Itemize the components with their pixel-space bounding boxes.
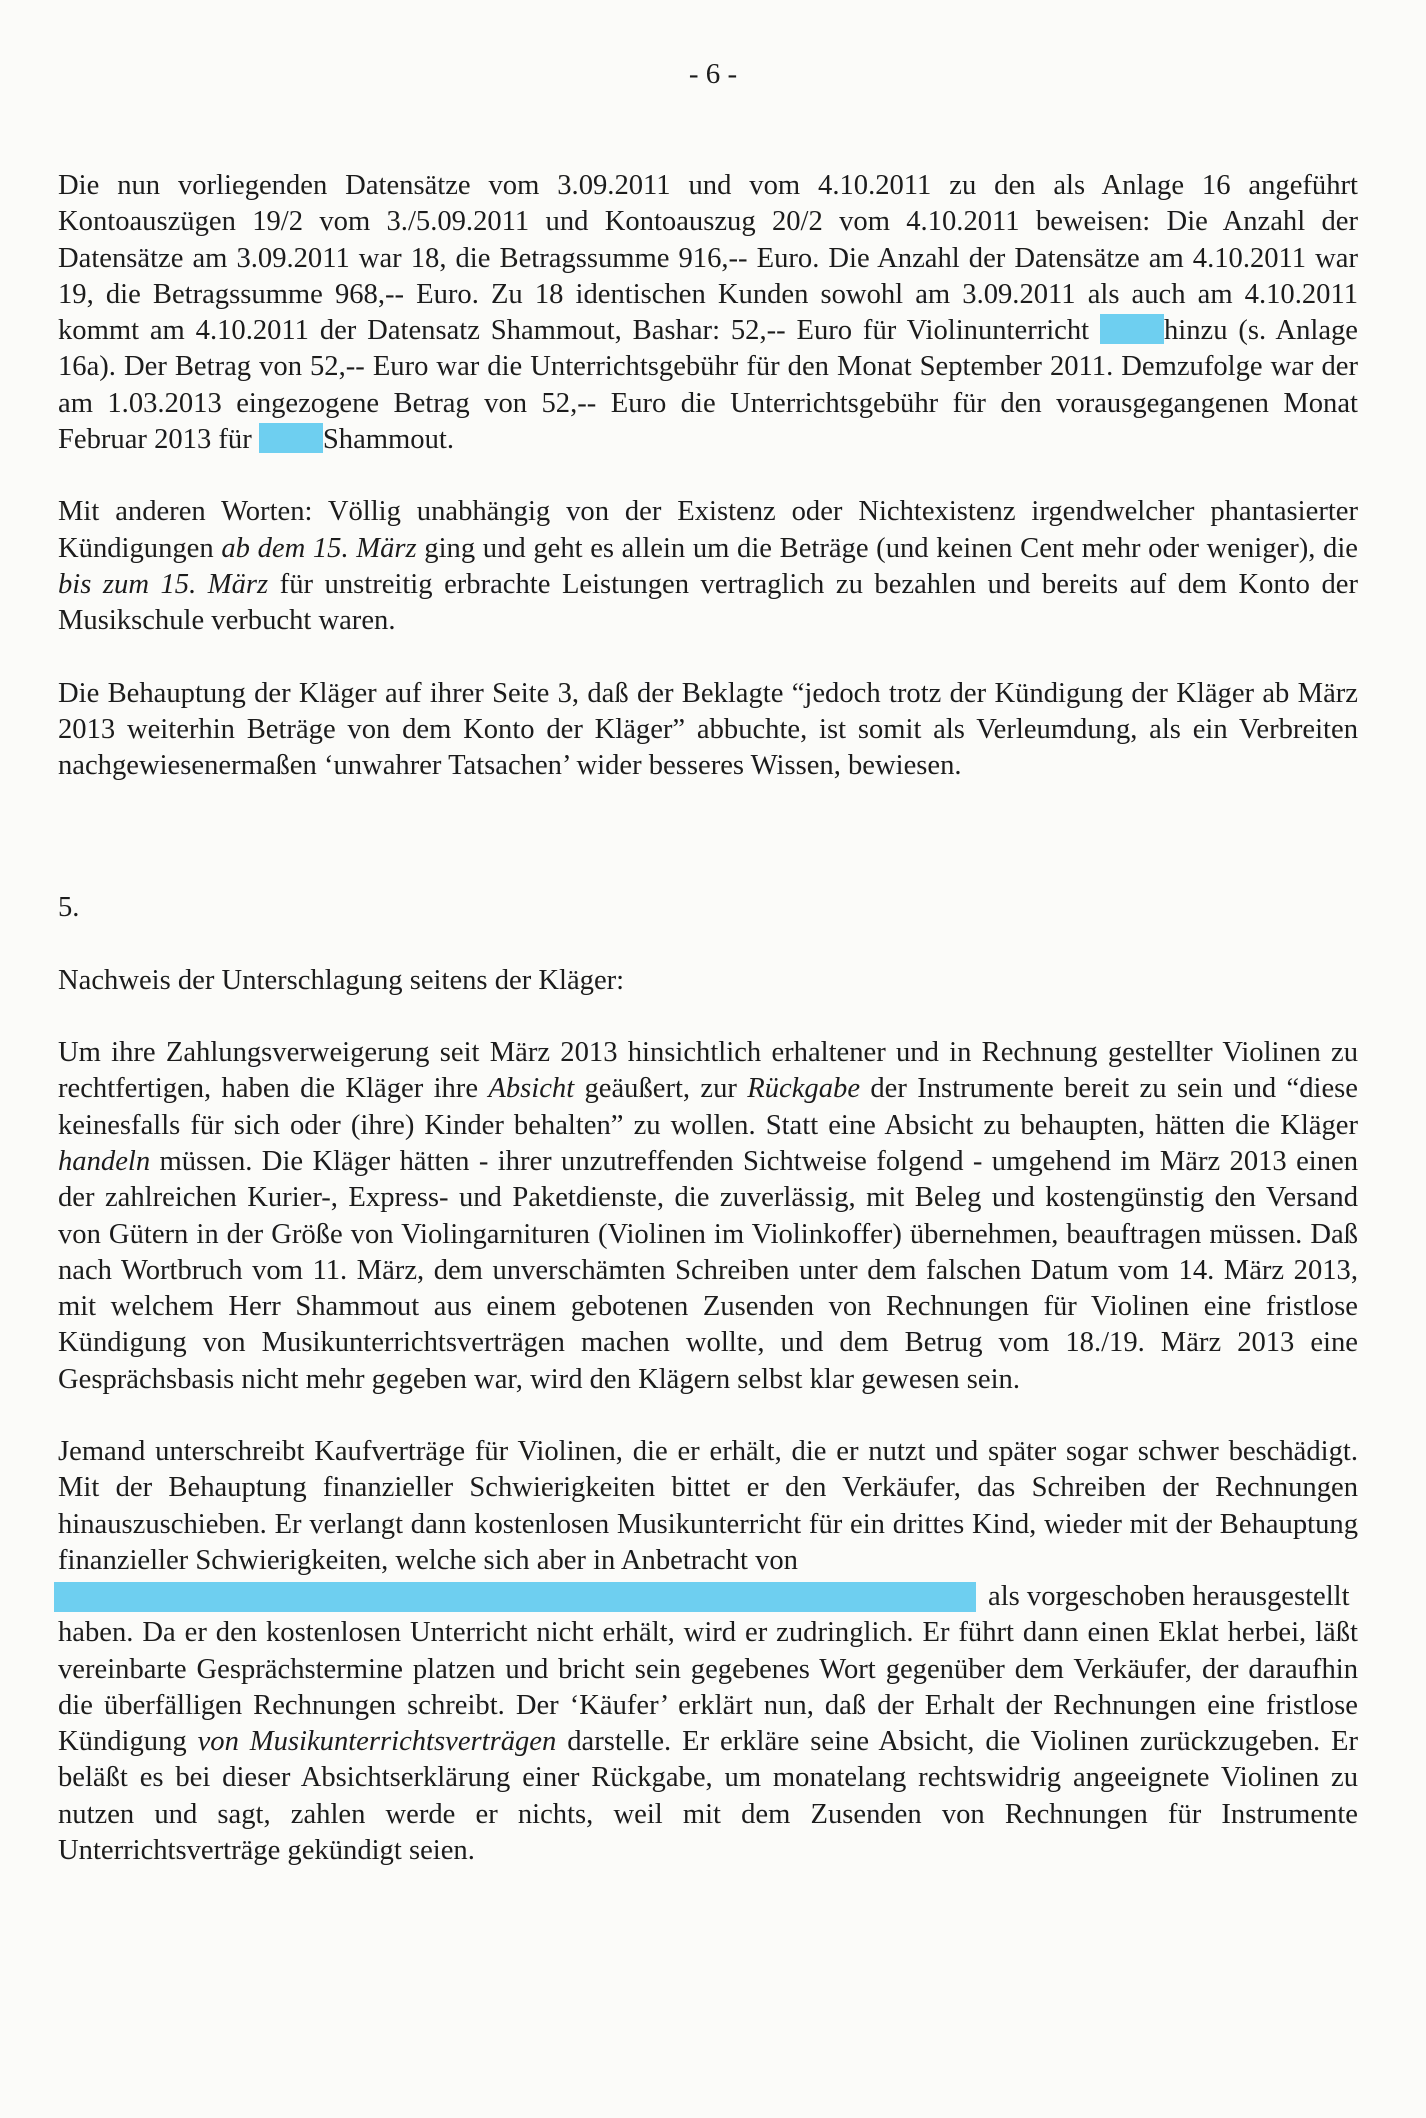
p2-text-e: für unstreitig erbrachte Leistungen vertraglich zu bezahlen und bereits auf dem Konto der Musikschule verbucht waren.	[58, 568, 1358, 637]
p4-text-g: müssen. Die Kläger hätten - ihrer unzutreffenden Sichtweise folgend - umgehend im März 2013 einen der zahlreichen Kurier-, Express- und Paketdienste, die zuverlässig, mit Beleg und kostengünstig den Versand von Gütern in der Größe von Violingarnituren (Violinen im Violinkoffer) übernehmen, beauftragen müssen. Daß nach Wortbruch vom 11. März, dem unverschämten Schreiben unter dem falschen Datum vom 14. März 2013, mit welchem Herr Shammout aus einem gebotenen Zusenden von Rechnungen für Violinen eine fristlose Kündigung von Musikunterrichtsverträgen machen wollte, und dem Betrug vom 18./19. März 2013 eine Gesprächsbasis nicht mehr gegeben war, wird den Klägern selbst klar gewesen sein.	[58, 1145, 1358, 1395]
p5-text-e: darstelle. Er erkläre seine Absicht, die Violinen zurückzugeben. Er beläßt es bei dieser Absichtserklärung einer Rückgabe, um monatelang rechtswidrig angeeignete Violinen zu nutzen und sagt, zahlen werde er nichts, weil mit dem Zusenden von Rechnungen für Instrumente Unterrichtsverträge gekündigt seien.	[58, 1726, 1358, 1866]
p5-text-a: Jemand unterschreibt Kaufverträge für Violinen, die er erhält, die er nutzt und später sogar schwer beschädigt. Mit der Behauptung finanzieller Schwierigkeiten bittet er den Verkäufer, das Schreiben der Rechnungen hinauszuschieben. Er verlangt dann kostenlosen Musikunterricht für ein drittes Kind, wieder mit der Behauptung finanzieller Schwierigkeiten, welche sich aber in Anbetracht von	[58, 1436, 1358, 1576]
p1-text-a: Die nun vorliegenden Datensätze vom 3.09.2011 und vom 4.10.2011 zu den als Anlage 16 angeführt Kontoauszügen 19/2 vom 3./5.09.2011 und Kontoauszug 20/2 vom 4.10.2011 beweisen: Die Anzahl der Datensätze am 3.09.2011 war 18, die Betragssumme 916,-- Euro. Die Anzahl der Datensätze am 4.10.2011 war 19, die Betragssumme 968,-- Euro. Zu 18 identischen Kunden sowohl am 3.09.2011 als auch am 4.10.2011 kommt am 4.10.2011 der Datensatz Shammout, Bashar: 52,-- Euro für Violinunterricht	[58, 170, 1358, 347]
p2-italic-bis-zum: bis zum 15. März	[58, 568, 269, 600]
p4-italic-handeln: handeln	[58, 1145, 151, 1177]
p4-italic-absicht: Absicht	[488, 1073, 575, 1105]
section-number: 5.	[58, 892, 80, 924]
redacted-line	[58, 1579, 1358, 1615]
redaction-mark	[54, 1582, 976, 1612]
p5-italic-vertraege: von Musikunterrichtsverträgen	[197, 1726, 557, 1758]
section-heading: Nachweis der Unterschlagung seitens der Kläger:	[58, 964, 625, 996]
p4-text-a: Um ihre Zahlungsverweigerung seit März 2013 hinsichtlich erhaltener und in Rechnung gestellter Violinen zu rechtfertigen, haben die Kläger ihre	[58, 1037, 1358, 1105]
p4-text-e: der Instrumente bereit zu sein und “diese keinesfalls für sich oder (ihre) Kinder behalten” zu wollen. Statt eine Absicht zu behaupten, hätten die Kläger	[58, 1073, 1358, 1141]
paragraph-behauptung	[58, 676, 1358, 785]
paragraph-kaufvertraege	[58, 1434, 1358, 1869]
p1-text-b: hinzu (s. Anlage 16a). Der Betrag von 52,-- Euro war die Unterrichtsgebühr für den Monat September 2011. Demzufolge war der am 1.03.2013 eingezogene Betrag von 52,-- Euro die Unterrichtsgebühr für den vorausgegangenen Monat Februar 2013 für	[58, 315, 1359, 456]
p2-italic-ab-dem: ab dem 15. März	[221, 532, 417, 564]
p3-text: Die Behauptung der Kläger auf ihrer Seite 3, daß der Beklagte “jedoch trotz der Kündigung der Kläger ab März 2013 weiterhin Beträge von dem Konto der Kläger” abbuchte, ist somit als Verleumdung, als ein Verbreiten nachgewiesenermaßen ‘unwahrer Tatsachen’ wider besseres Wissen, bewiesen.	[58, 677, 1358, 782]
document-body	[58, 168, 1358, 1869]
p5-text-c: haben. Da er den kostenlosen Unterricht nicht erhält, wird er zudringlich. Er führt dann einen Eklat herbei, läßt vereinbarte Gesprächstermine platzen und bricht sein gegebenes Wort gegenüber dem Verkäufer, der daraufhin die überfälligen Rechnungen schreibt. Der ‘Käufer’ erklärt nun, daß der Erhalt der Rechnungen eine fristlose Kündigung	[58, 1617, 1358, 1758]
p5-text-b: als vorgeschoben herausgestellt	[988, 1581, 1350, 1613]
paragraph-zahlungsverweigerung	[58, 1035, 1358, 1398]
p1-text-c: Shammout.	[322, 424, 454, 456]
p2-text-a: Mit anderen Worten: Völlig unabhängig von der Existenz oder Nichtexistenz irgendwelcher phantasierter Kündigungen	[58, 496, 1358, 564]
paragraph-datensaetze	[58, 168, 1358, 458]
p4-text-c: geäußert, zur	[584, 1073, 737, 1105]
redaction-mark	[1100, 314, 1164, 344]
p2-text-c: ging und geht es allein um die Beträge (und keinen Cent mehr oder weniger), die	[424, 532, 1358, 564]
redaction-mark	[259, 423, 323, 453]
p5-text-rest	[58, 1615, 1358, 1869]
p4-italic-rueckgabe: Rückgabe	[747, 1073, 861, 1105]
page-number: - 6 -	[688, 58, 738, 90]
paragraph-mit-anderen-worten	[58, 494, 1358, 639]
